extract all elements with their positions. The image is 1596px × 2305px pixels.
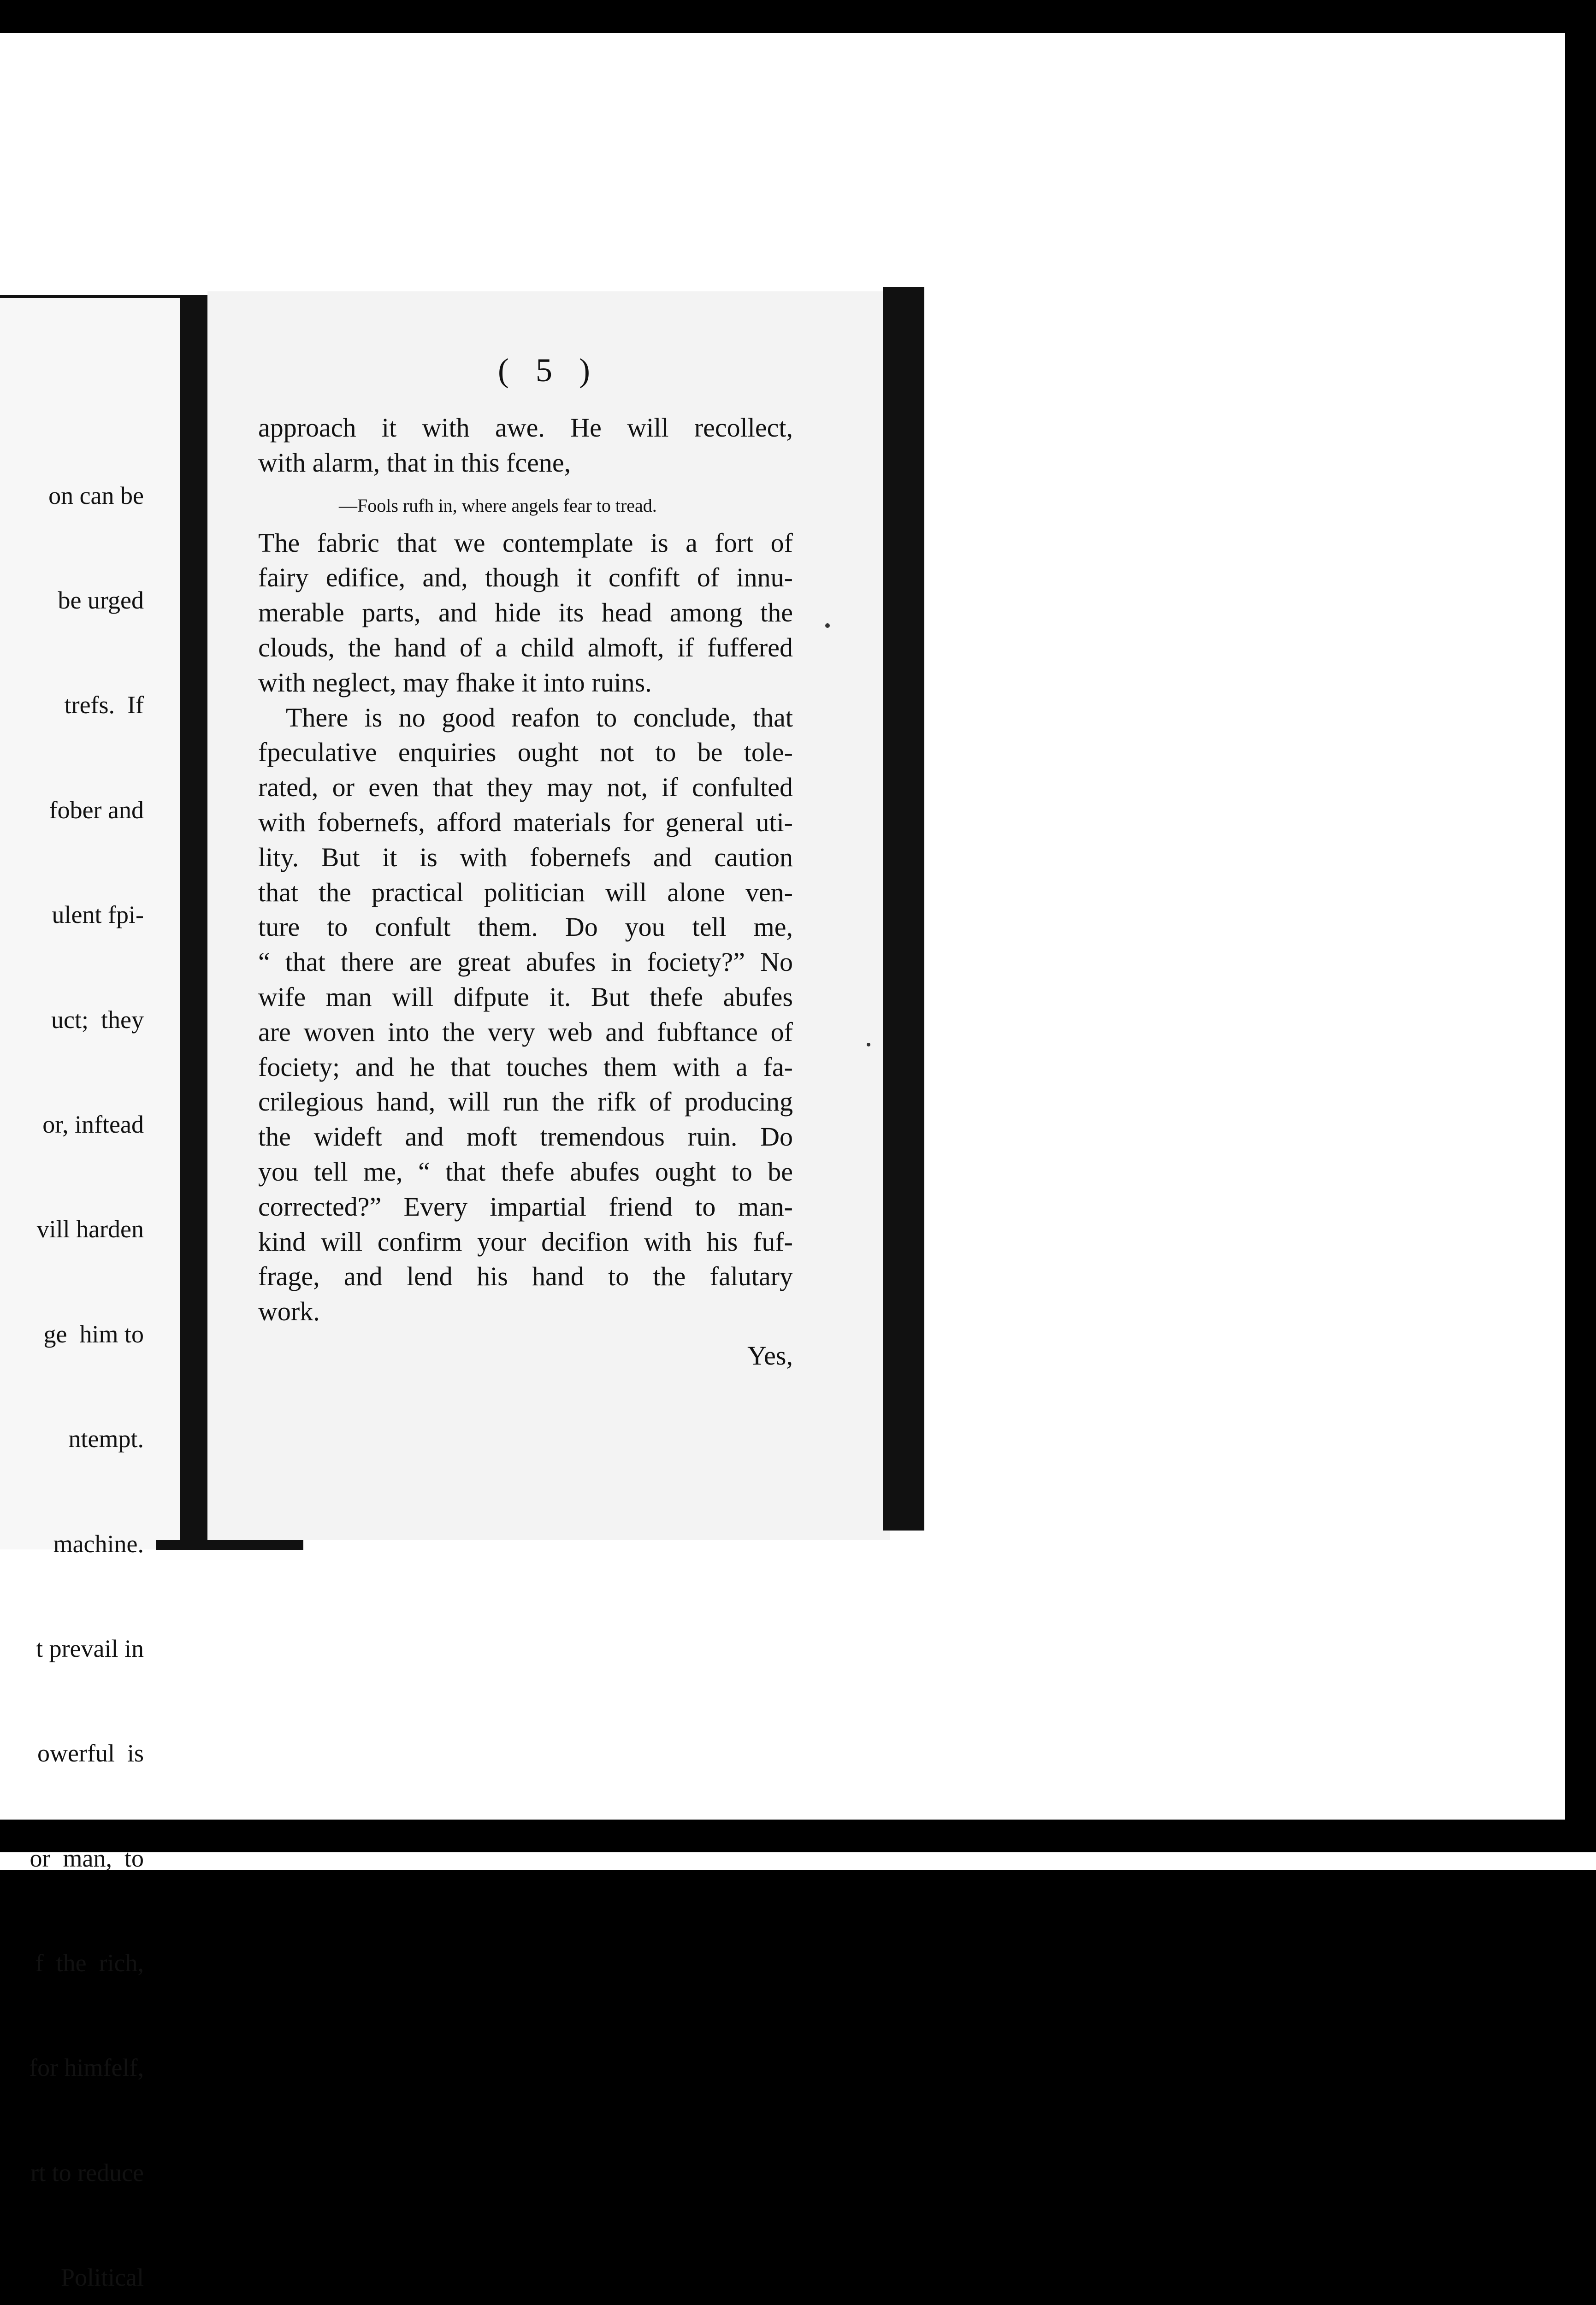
left-line: uct; they <box>51 1005 144 1034</box>
left-line: ntempt. <box>68 1425 144 1453</box>
text-line: frage, and lend his hand to the falutary <box>258 1261 793 1292</box>
page-number: ( 5 ) <box>498 352 599 389</box>
paper-speck <box>867 1043 870 1046</box>
text-line: fpeculative enquiries ought not to be tole- <box>258 737 793 768</box>
text-line: with fobernefs, afford materials for general uti- <box>258 807 793 837</box>
left-line: t prevail in <box>36 1634 144 1662</box>
text-line: ture to confult them. Do you tell me, <box>258 912 793 942</box>
right-page <box>207 291 890 1540</box>
text-line: corrected?” Every impartial friend to man- <box>258 1191 793 1222</box>
left-line: ge him to <box>43 1320 144 1348</box>
left-line: be urged <box>58 586 144 614</box>
left-line: for himfelf, <box>29 2054 144 2082</box>
left-line: f the rich, <box>35 1949 144 1977</box>
left-line: or, inftead <box>42 1110 144 1138</box>
page-edge-shadow <box>883 287 924 1531</box>
left-page <box>0 295 180 2292</box>
text-line: kind will confirm your decifion with his fuf- <box>258 1226 793 1257</box>
scanner-bottom-strip <box>0 1852 1596 1870</box>
text-line: fociety; and he that touches them with a fa- <box>258 1052 793 1082</box>
text-line: rated, or even that they may not, if confulted <box>258 772 793 803</box>
text-line: crilegious hand, will run the rifk of producing <box>258 1087 793 1117</box>
text-line: fairy edifice, and, though it confift of innu- <box>258 562 793 593</box>
page-body <box>258 410 793 1373</box>
left-line: owerful is <box>37 1739 144 1767</box>
text-line: wife man will difpute it. But thefe abufes <box>258 981 793 1012</box>
left-line: or man, to <box>30 1844 144 1872</box>
text-line: approach it with awe. He will recollect, <box>258 413 793 443</box>
left-line: machine. <box>53 1530 144 1558</box>
left-line: on can be <box>48 481 144 509</box>
left-line: Political <box>61 2264 144 2292</box>
text-line: merable parts, and hide its head among the <box>258 597 793 628</box>
spine-foot <box>156 1540 303 1550</box>
text-line: are woven into the very web and fubftance of <box>258 1017 793 1047</box>
verse-quotation: —Fools rufh in, where angels fear to tread. <box>339 495 657 516</box>
text-line: lity. But it is with fobernefs and caution <box>258 842 793 872</box>
text-line: the wideft and moft tremendous ruin. Do <box>258 1122 793 1152</box>
left-line: trefs. If <box>64 691 144 719</box>
text-line: you tell me, “ that thefe abufes ought to be <box>258 1156 793 1187</box>
paper-speck <box>825 623 830 628</box>
text-line: with alarm, that in this fcene, <box>258 447 571 478</box>
book-spine <box>180 295 207 1549</box>
text-line: with neglect, may fhake it into ruins. <box>258 667 652 697</box>
left-line: ulent fpi- <box>52 901 144 929</box>
text-line: There is no good reafon to conclude, that <box>286 702 793 733</box>
text-line: that the practical politician will alone ven- <box>258 877 793 907</box>
left-line: fober and <box>49 796 144 824</box>
left-line: rt to reduce <box>30 2158 144 2187</box>
text-line: “ that there are great abufes in fociety?” No <box>258 947 793 977</box>
text-line: clouds, the hand of a child almoft, if fuffered <box>258 632 793 662</box>
left-line: vill harden <box>36 1215 144 1243</box>
text-line: work. <box>258 1296 320 1327</box>
catchword: Yes, <box>747 1340 793 1371</box>
text-line: The fabric that we contemplate is a fort of <box>258 527 793 558</box>
left-page-text <box>14 408 144 2305</box>
